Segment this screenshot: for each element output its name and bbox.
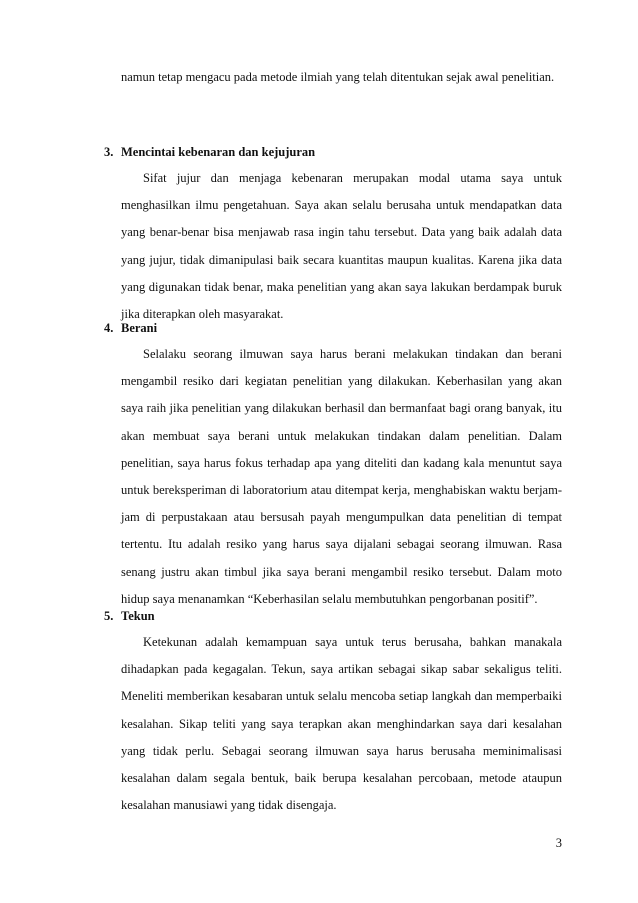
section-heading [104, 603, 562, 629]
section-paragraph: Ketekunan adalah kemampuan saya untuk terus berusaha, bahkan manakala dihadapkan pada kegagalan. Tekun, saya artikan sebagai sikap sabar sekaligus teliti. Meneliti memberikan kesabaran untuk selalu mencoba setiap langkah dan memperbaiki kesalahan. Sikap teliti yang saya terapkan akan menghindarkan saya dari kesalahan yang tidak perlu. Sebagai seorang ilmuwan saya harus berusaha meminimalisasi kesalahan dalam segala bentuk, baik berupa kesalahan percobaan, metode ataupun kesalahan manusiawi yang tidak disengaja. [121, 635, 562, 813]
section-title: Tekun [121, 609, 155, 623]
section-title: Berani [121, 321, 158, 335]
page-number: 3 [555, 836, 562, 850]
intro-continuation [121, 64, 562, 91]
section-paragraph: Selalaku seorang ilmuwan saya harus berani melakukan tindakan dan berani mengambil resiko dari kegiatan penelitian yang dilakukan. Keberhasilan yang akan saya raih jika penelitian yang dilakukan berhasil dan bermanfaat bagi orang banyak, itu akan membuat saya berani untuk melakukan tindakan dalam penelitian. Dalam penelitian, saya harus fokus terhadap apa yang diteliti dan kadang kala menuntut saya untuk bereksperiman di laboratorium atau ditempat kerja, menghabiskan waktu berjam-jam di perpustakaan atau bersusah payah mengumpulkan data penelitian di tempat tertentu. Itu adalah resiko yang harus saya dijalani sebagai seorang ilmuwan. Rasa senang justru akan timbul jika saya berani mengambil resiko tersebut. Dalam moto hidup saya menanamkan “Keberhasilan selalu membutuhkan pengorbanan positif”. [121, 347, 562, 606]
section-title: Mencintai kebenaran dan kejujuran [121, 145, 316, 159]
section-number: 3. [104, 145, 114, 159]
section-paragraph: Sifat jujur dan menjaga kebenaran merupakan modal utama saya untuk menghasilkan ilmu pengetahuan. Saya akan selalu berusaha untuk mendapatkan data yang benar-benar bisa menjawab rasa ingin tahu tersebut. Data yang baik adalah data yang jujur, tidak dimanipulasi baik secara kuantitas maupun kualitas. Karena jika data yang digunakan tidak benar, maka penelitian yang akan saya lakukan berdampak buruk jika diterapkan oleh masyarakat. [121, 171, 562, 322]
intro-paragraph: namun tetap mengacu pada metode ilmiah yang telah ditentukan sejak awal penelitian. [121, 70, 555, 84]
section-5 [104, 603, 562, 819]
section-number: 5. [104, 609, 114, 623]
section-heading [104, 139, 562, 165]
section-4 [104, 315, 562, 613]
section-heading [104, 315, 562, 341]
section-number: 4. [104, 321, 114, 335]
section-3 [104, 139, 562, 328]
